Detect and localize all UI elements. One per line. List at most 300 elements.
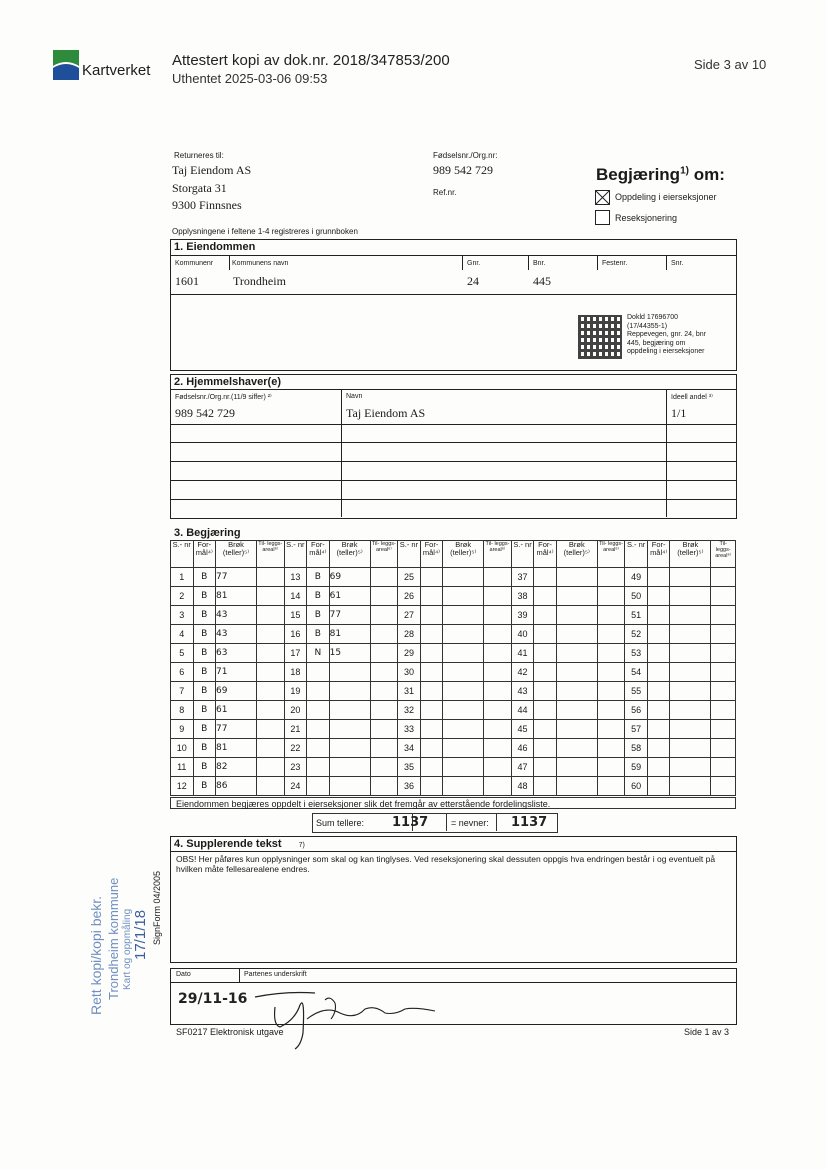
extra-area-cell (484, 568, 512, 587)
section-number: 10 (171, 739, 194, 758)
purpose-cell (647, 758, 670, 777)
extra-area-cell (370, 682, 398, 701)
fraction-cell (670, 720, 711, 739)
extra-area-cell (597, 701, 625, 720)
kartverket-logo (53, 50, 79, 80)
table-row (171, 720, 736, 739)
purpose-cell: B (307, 625, 330, 644)
extra-area-cell (597, 720, 625, 739)
stamp-line1: Rett kopi/kopi bekr. (88, 895, 104, 1015)
purpose-cell (420, 587, 443, 606)
section-number: 31 (398, 682, 421, 701)
purpose-cell: B (193, 739, 216, 758)
purpose-cell (307, 739, 330, 758)
purpose-cell (534, 568, 557, 587)
fraction-cell: 69 (216, 682, 257, 701)
logo-text: Kartverket (82, 62, 151, 79)
col-orgnr: Fødselsnr./Org.nr.(11/9 siffer) ²⁾ (175, 394, 272, 401)
col-kommunenavn: Kommunens navn (232, 260, 289, 267)
fraction-cell: 61 (329, 587, 370, 606)
purpose-cell (420, 758, 443, 777)
purpose-cell (420, 606, 443, 625)
fraction-cell (329, 739, 370, 758)
section-number: 43 (511, 682, 534, 701)
purpose-cell (647, 644, 670, 663)
fraction-cell (329, 682, 370, 701)
purpose-cell: B (193, 663, 216, 682)
table-row (171, 739, 736, 758)
purpose-cell (647, 606, 670, 625)
fraction-cell (443, 663, 484, 682)
purpose-cell (534, 625, 557, 644)
fraction-cell: 81 (216, 739, 257, 758)
extra-area-cell (711, 682, 736, 701)
fraction-cell (670, 587, 711, 606)
fraction-cell (329, 758, 370, 777)
orgnr-label: Fødselsnr./Org.nr: (433, 151, 498, 160)
table-row (171, 568, 736, 587)
section-number: 11 (171, 758, 194, 777)
fraction-cell (443, 701, 484, 720)
extra-area-cell (597, 606, 625, 625)
section-number: 23 (284, 758, 307, 777)
fraction-cell (670, 663, 711, 682)
section-number: 47 (511, 758, 534, 777)
purpose-cell: B (307, 568, 330, 587)
section-number: 36 (398, 777, 421, 796)
section-number: 55 (625, 682, 648, 701)
purpose-cell (534, 720, 557, 739)
extra-area-cell (256, 568, 284, 587)
extra-area-cell (597, 739, 625, 758)
fraction-cell (443, 682, 484, 701)
fraction-cell (670, 739, 711, 758)
return-label: Returneres til: (174, 151, 224, 160)
extra-area-cell (484, 758, 512, 777)
purpose-cell (307, 663, 330, 682)
purpose-cell (647, 739, 670, 758)
fraction-cell (556, 606, 597, 625)
purpose-cell (534, 587, 557, 606)
document-title: Attestert kopi av dok.nr. 2018/347853/200 (172, 52, 450, 69)
extra-area-cell (370, 777, 398, 796)
purpose-cell: B (307, 606, 330, 625)
date-value: 29/11-16 (178, 991, 248, 1007)
section-number: 41 (511, 644, 534, 663)
section-number: 25 (398, 568, 421, 587)
section-number: 29 (398, 644, 421, 663)
form-page: Side 1 av 3 (684, 1027, 730, 1037)
extra-area-cell (256, 720, 284, 739)
section-number: 4 (171, 625, 194, 644)
section-number: 5 (171, 644, 194, 663)
extra-area-cell (256, 606, 284, 625)
page-indicator: Side 3 av 10 (694, 57, 767, 72)
section-number: 2 (171, 587, 194, 606)
fraction-cell: 77 (216, 568, 257, 587)
extra-area-cell (370, 587, 398, 606)
purpose-cell (534, 682, 557, 701)
table-row (171, 701, 736, 720)
section-number: 9 (171, 720, 194, 739)
section-number: 14 (284, 587, 307, 606)
fraction-cell (443, 758, 484, 777)
extra-area-cell (484, 587, 512, 606)
purpose-cell (420, 625, 443, 644)
extra-area-cell (597, 777, 625, 796)
purpose-cell (534, 739, 557, 758)
return-city: 9300 Finnsnes (172, 198, 242, 212)
extra-area-cell (370, 663, 398, 682)
section-number: 35 (398, 758, 421, 777)
purpose-cell (534, 758, 557, 777)
extra-area-cell (597, 644, 625, 663)
fraction-cell: 82 (216, 758, 257, 777)
section-number: 28 (398, 625, 421, 644)
fraction-cell: 43 (216, 625, 257, 644)
fraction-cell (556, 777, 597, 796)
extra-area-cell (711, 720, 736, 739)
purpose-cell (534, 644, 557, 663)
fraction-cell (329, 777, 370, 796)
fraction-cell (670, 777, 711, 796)
extra-area-cell (711, 587, 736, 606)
purpose-cell: B (193, 568, 216, 587)
owner-share: 1/1 (671, 406, 687, 420)
section-number: 16 (284, 625, 307, 644)
purpose-cell: B (193, 720, 216, 739)
purpose-cell (307, 758, 330, 777)
section-number: 8 (171, 701, 194, 720)
fraction-cell: 69 (329, 568, 370, 587)
section-number: 18 (284, 663, 307, 682)
section-number: 30 (398, 663, 421, 682)
purpose-cell: B (193, 606, 216, 625)
fraction-cell (443, 568, 484, 587)
purpose-cell (647, 663, 670, 682)
section-number: 49 (625, 568, 648, 587)
fraction-cell: 77 (216, 720, 257, 739)
col-festenr: Festenr. (602, 260, 628, 267)
purpose-cell (647, 682, 670, 701)
fraction-cell (443, 625, 484, 644)
extra-area-cell (597, 663, 625, 682)
purpose-cell: N (307, 644, 330, 663)
resection-checkbox (595, 210, 610, 225)
fraction-cell (556, 682, 597, 701)
extra-area-cell (597, 568, 625, 587)
fraction-cell: 86 (216, 777, 257, 796)
extra-area-cell (370, 739, 398, 758)
fraction-cell: 81 (216, 587, 257, 606)
fraction-cell (329, 720, 370, 739)
extra-area-cell (370, 701, 398, 720)
section-number: 22 (284, 739, 307, 758)
fraction-cell (670, 758, 711, 777)
extra-area-cell (597, 625, 625, 644)
request-title: Begjæring$^{1)}$ om: (596, 165, 725, 184)
option-resection: Reseksjonering (615, 213, 678, 223)
extra-area-cell (256, 644, 284, 663)
section-number: 27 (398, 606, 421, 625)
purpose-cell: B (193, 644, 216, 663)
section-number: 7 (171, 682, 194, 701)
section-number: 45 (511, 720, 534, 739)
extra-area-cell (484, 606, 512, 625)
bnr-value: 445 (533, 274, 551, 288)
extra-area-cell (256, 739, 284, 758)
section2-title: 2. Hjemmelshaver(e) (174, 376, 281, 388)
extra-area-cell (484, 777, 512, 796)
extra-area-cell (256, 758, 284, 777)
purpose-cell: B (193, 701, 216, 720)
fraction-cell: 15 (329, 644, 370, 663)
section-number: 17 (284, 644, 307, 663)
extra-area-cell (256, 587, 284, 606)
extra-area-cell (484, 739, 512, 758)
fraction-cell (670, 606, 711, 625)
col-snr: Snr. (671, 260, 684, 267)
fraction-cell: 77 (329, 606, 370, 625)
fraction-cell (670, 625, 711, 644)
purpose-cell (534, 663, 557, 682)
extra-area-cell (711, 568, 736, 587)
section-number: 21 (284, 720, 307, 739)
retrieved-date: Uthentet 2025-03-06 09:53 (172, 71, 328, 86)
purpose-cell (420, 682, 443, 701)
table-row (171, 758, 736, 777)
extra-area-cell (256, 777, 284, 796)
stamp-line3: Kart og oppmåling (122, 908, 133, 990)
kommunenavn-value: Trondheim (233, 274, 286, 288)
table-row (171, 682, 736, 701)
section4-title: 4. Supplerende tekst 7) (174, 838, 305, 850)
sum-value: 1137 (392, 815, 429, 830)
extra-area-cell (256, 625, 284, 644)
fraction-cell (556, 587, 597, 606)
purpose-cell: B (193, 758, 216, 777)
supplementary-text: OBS! Her påføres kun opplysninger som skal og kan tinglyses. Ved reseksjonering skal dessuten oppgis hva endringen består i og eventuelt på hvilken måte fellesarealene endres. (176, 854, 716, 874)
section-number: 38 (511, 587, 534, 606)
section-number: 52 (625, 625, 648, 644)
purpose-cell: B (193, 625, 216, 644)
purpose-cell: B (193, 682, 216, 701)
section-number: 15 (284, 606, 307, 625)
stamp-line2: Trondheim kommune (106, 877, 121, 1000)
section-number: 6 (171, 663, 194, 682)
table-row (171, 663, 736, 682)
col-bnr: Bnr. (533, 260, 546, 267)
extra-area-cell (370, 568, 398, 587)
fraction-cell (556, 701, 597, 720)
purpose-cell (420, 644, 443, 663)
kommunenr-value: 1601 (175, 274, 199, 288)
table-row (171, 644, 736, 663)
qr-code (578, 315, 622, 359)
section-number: 32 (398, 701, 421, 720)
purpose-cell (647, 587, 670, 606)
purpose-cell (307, 701, 330, 720)
section-number: 44 (511, 701, 534, 720)
extra-area-cell (711, 606, 736, 625)
section-number: 50 (625, 587, 648, 606)
extra-area-cell (484, 682, 512, 701)
table-row (171, 625, 736, 644)
purpose-cell (534, 777, 557, 796)
purpose-cell (647, 701, 670, 720)
fraction-cell (556, 720, 597, 739)
extra-area-cell (711, 644, 736, 663)
allocation-table (170, 540, 736, 796)
purpose-cell (307, 720, 330, 739)
col-gnr: Gnr. (467, 260, 481, 267)
purpose-cell (534, 701, 557, 720)
denominator-value: 1137 (511, 815, 548, 830)
fraction-cell (443, 739, 484, 758)
section-number: 34 (398, 739, 421, 758)
owner-orgnr: 989 542 729 (175, 406, 235, 420)
purpose-cell: B (307, 587, 330, 606)
extra-area-cell (711, 625, 736, 644)
fraction-cell (556, 739, 597, 758)
section-number: 54 (625, 663, 648, 682)
fraction-cell (670, 701, 711, 720)
extra-area-cell (597, 587, 625, 606)
extra-area-cell (370, 758, 398, 777)
section-number: 26 (398, 587, 421, 606)
extra-area-cell (256, 701, 284, 720)
qr-caption: Dokld 17696700 (17/44355-1) Reppevegen, gnr. 24, bnr 445, begjæring om oppdeling i eierseksjoner (627, 314, 707, 355)
fraction-cell (556, 644, 597, 663)
section-number: 53 (625, 644, 648, 663)
fraction-cell (443, 777, 484, 796)
section-number: 57 (625, 720, 648, 739)
purpose-cell (647, 625, 670, 644)
purpose-cell (647, 568, 670, 587)
denominator-label: = nevner: (451, 818, 489, 828)
extra-area-cell (370, 625, 398, 644)
section-number: 12 (171, 777, 194, 796)
fraction-cell (329, 701, 370, 720)
section-number: 3 (171, 606, 194, 625)
sum-label: Sum tellere: (316, 818, 365, 828)
purpose-cell: B (193, 587, 216, 606)
extra-area-cell (597, 758, 625, 777)
extra-area-cell (370, 644, 398, 663)
table-row (171, 777, 736, 796)
extra-area-cell (370, 720, 398, 739)
extra-area-cell (711, 758, 736, 777)
section-number: 24 (284, 777, 307, 796)
section-number: 51 (625, 606, 648, 625)
section-number: 20 (284, 701, 307, 720)
form-id: SF0217 Elektronisk utgave (176, 1027, 284, 1037)
purpose-cell (420, 777, 443, 796)
col-share: Ideell andel ³⁾ (671, 394, 713, 401)
fraction-cell (556, 568, 597, 587)
section-number: 33 (398, 720, 421, 739)
orgnr-value: 989 542 729 (433, 163, 493, 177)
fraction-cell (556, 758, 597, 777)
return-name: Taj Eiendom AS (172, 163, 252, 177)
extra-area-cell (484, 663, 512, 682)
return-street: Storgata 31 (172, 181, 227, 195)
extra-area-cell (711, 663, 736, 682)
section-number: 56 (625, 701, 648, 720)
info-text: Opplysningene i feltene 1-4 registreres i grunnboken (172, 227, 358, 236)
fraction-cell: 43 (216, 606, 257, 625)
table-row (171, 606, 736, 625)
signform-label: SignForm 04/2005 (152, 870, 162, 945)
section-number: 42 (511, 663, 534, 682)
owner-name: Taj Eiendom AS (346, 406, 426, 420)
date-label: Dato (176, 971, 191, 978)
purpose-cell (420, 701, 443, 720)
section1-title: 1. Eiendommen (174, 241, 256, 253)
fraction-cell (670, 568, 711, 587)
section-number: 58 (625, 739, 648, 758)
extra-area-cell (711, 739, 736, 758)
extra-area-cell (484, 625, 512, 644)
extra-area-cell (711, 701, 736, 720)
extra-area-cell (484, 701, 512, 720)
fraction-cell: 61 (216, 701, 257, 720)
extra-area-cell (256, 663, 284, 682)
purpose-cell: B (193, 777, 216, 796)
gnr-value: 24 (467, 274, 479, 288)
col-kommunenr: Kommunenr (175, 260, 214, 267)
split-checkbox (595, 190, 610, 205)
table-header-row: S.- nr For- mål⁴⁾ Brøk (teller)⁵⁾ Til- leggs- areal⁶⁾ S.- nr For- mål⁴⁾ Brøk (teller)⁵⁾ Til- leggs- areal⁶⁾ S.- nr For- mål⁴⁾ Brøk (teller)⁵⁾ Til- leggs- areal⁶⁾ S.- nr For- mål⁴⁾ Brøk (teller)⁵⁾ Til- leggs- areal⁶⁾ S.- nr For- mål⁴⁾ Brøk (teller)⁵⁾ Til- leggs- areal⁶⁾ (171, 541, 736, 568)
section-number: 37 (511, 568, 534, 587)
section-number: 59 (625, 758, 648, 777)
extra-area-cell (711, 777, 736, 796)
extra-area-cell (484, 720, 512, 739)
allocation-note: Eiendommen begjæres oppdelt i eierseksjoner slik det fremgår av etterstående fordelingsliste. (170, 797, 736, 809)
fraction-cell (670, 644, 711, 663)
section3-title: 3. Begjæring (174, 527, 241, 539)
extra-area-cell (256, 682, 284, 701)
section-number: 60 (625, 777, 648, 796)
purpose-cell (647, 720, 670, 739)
fraction-cell (443, 606, 484, 625)
fraction-cell: 81 (329, 625, 370, 644)
section-number: 1 (171, 568, 194, 587)
section-number: 39 (511, 606, 534, 625)
fraction-cell (556, 625, 597, 644)
table-row (171, 587, 736, 606)
fraction-cell (443, 587, 484, 606)
section-number: 19 (284, 682, 307, 701)
extra-area-cell (597, 682, 625, 701)
extra-area-cell (370, 606, 398, 625)
section-number: 40 (511, 625, 534, 644)
extra-area-cell (484, 644, 512, 663)
section-number: 48 (511, 777, 534, 796)
fraction-cell (443, 720, 484, 739)
section-number: 13 (284, 568, 307, 587)
signature-label: Partenes underskrift (244, 971, 307, 978)
purpose-cell (534, 606, 557, 625)
stamp-date: 17/1/18 (132, 909, 149, 960)
fraction-cell: 63 (216, 644, 257, 663)
purpose-cell (647, 777, 670, 796)
handwritten-signature (245, 985, 445, 1050)
purpose-cell (420, 568, 443, 587)
purpose-cell (307, 682, 330, 701)
ref-label: Ref.nr. (433, 188, 457, 197)
fraction-cell (670, 682, 711, 701)
